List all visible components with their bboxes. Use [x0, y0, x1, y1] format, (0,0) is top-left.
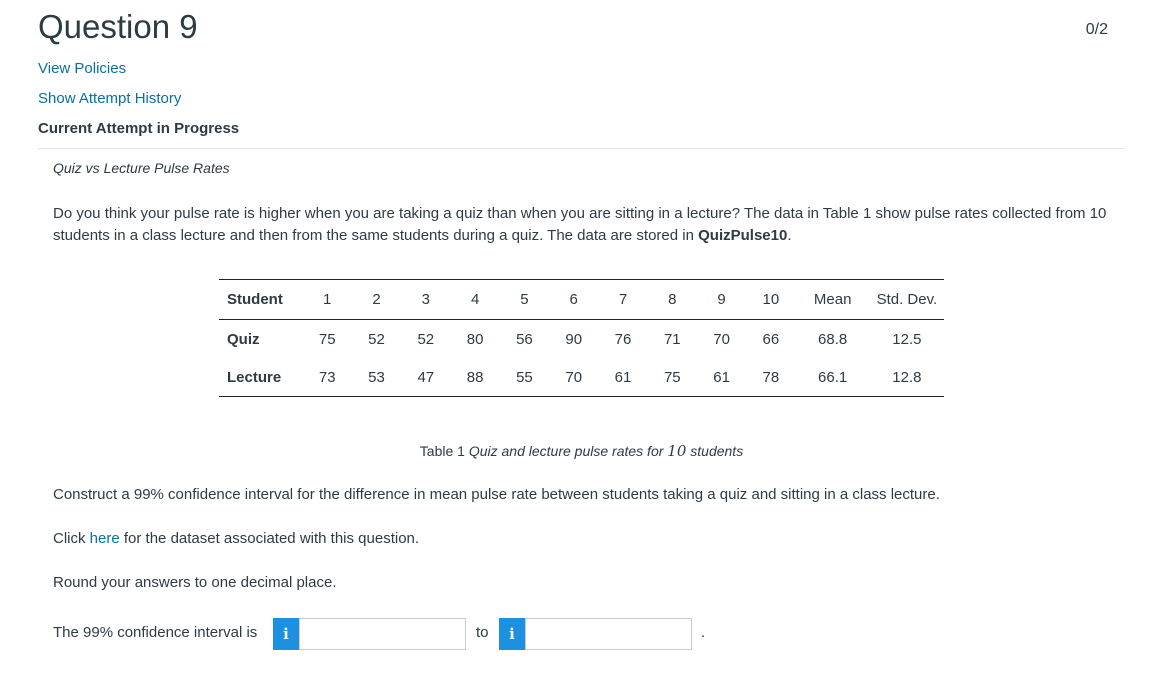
rounding-instruction: Round your answers to one decimal place. — [53, 574, 337, 591]
table-cell: Lecture — [227, 368, 282, 386]
dataset-name: QuizPulse10 — [698, 227, 788, 244]
table-cell: 73 — [318, 368, 336, 386]
table-cell: 12.5 — [892, 330, 922, 348]
table-cell: 68.8 — [818, 330, 848, 348]
table-header-cell: 9 — [717, 291, 726, 308]
divider — [38, 148, 1125, 149]
info-icon[interactable]: i — [273, 618, 299, 650]
construct-instruction: Construct a 99% confidence interval for the difference in mean pulse rate between students taking a quiz and sitting in a class lecture. — [53, 486, 940, 503]
table-header-cell: Student — [227, 291, 283, 308]
table-cell: 66 — [762, 330, 780, 348]
table-cell: 76 — [614, 330, 632, 348]
pulse-data-table — [219, 279, 944, 397]
table-cell: 61 — [614, 368, 632, 386]
table-header-cell: 5 — [520, 291, 529, 308]
view-policies-link[interactable]: View Policies — [38, 60, 127, 77]
table-cell: 61 — [713, 368, 730, 386]
click-suffix: for the dataset associated with this question. — [119, 530, 420, 547]
table-header-cell: 3 — [421, 291, 430, 308]
caption-number: 10 — [667, 442, 687, 460]
table-row — [219, 358, 944, 397]
to-label: to — [476, 624, 489, 641]
table-header-cell: 4 — [470, 291, 480, 308]
dataset-here-link[interactable]: here — [89, 530, 120, 547]
caption-text: Quiz and lecture pulse rates for — [468, 443, 668, 459]
table-cell: 55 — [516, 368, 533, 386]
interval-label: The 99% confidence interval is — [53, 624, 258, 641]
score-display: 0/2 — [1085, 21, 1108, 38]
table-row — [219, 320, 944, 359]
table-cell: 71 — [663, 330, 681, 348]
table-cell: 53 — [368, 368, 385, 386]
table-cell: 78 — [762, 368, 780, 386]
question-title: Question 9 — [38, 8, 198, 45]
table-header-cell: 2 — [372, 291, 381, 308]
show-attempt-history-link[interactable]: Show Attempt History — [38, 90, 182, 107]
table-cell: 75 — [318, 330, 336, 348]
table-cell: Quiz — [227, 330, 260, 348]
table-caption — [0, 442, 1163, 460]
click-prefix: Click — [53, 530, 90, 547]
table-cell: 66.1 — [818, 368, 848, 386]
table-header-row — [219, 280, 944, 320]
table-header-cell: Std. Dev. — [876, 291, 938, 308]
table-cell: 70 — [713, 330, 730, 348]
end-punctuation: . — [701, 624, 706, 641]
caption-prefix: Table 1 — [419, 443, 469, 459]
table-header-cell: 10 — [762, 291, 780, 308]
dataset-instruction — [53, 530, 419, 547]
question-subtitle: Quiz vs Lecture Pulse Rates — [53, 160, 230, 176]
table-cell: 90 — [565, 330, 583, 348]
upper-bound-input[interactable] — [525, 618, 692, 650]
table-header-cell: 6 — [569, 291, 578, 308]
table-cell: 75 — [663, 368, 681, 386]
table-header-cell: 7 — [618, 291, 628, 308]
table-header-cell: 8 — [668, 291, 677, 308]
paragraph-end: . — [787, 227, 792, 244]
table-cell: 52 — [368, 330, 385, 348]
question-paragraph — [53, 203, 1113, 247]
paragraph-text: Do you think your pulse rate is higher when you are taking a quiz than when you are sitting in a lecture? The data in Table 1 show pulse rates collected from 10 students in a class lecture and then from the same students during a quiz. The data are stored in — [53, 205, 1107, 244]
table-cell: 88 — [466, 368, 484, 386]
table-cell: 80 — [466, 330, 484, 348]
info-icon[interactable]: i — [499, 618, 525, 650]
table-header-cell: 1 — [323, 291, 332, 308]
current-attempt-label: Current Attempt in Progress — [38, 120, 240, 137]
table-cell: 12.8 — [892, 368, 922, 386]
table-header-cell: Mean — [813, 291, 852, 308]
table-cell: 56 — [516, 330, 533, 348]
caption-text-end: students — [686, 443, 744, 459]
table-cell: 52 — [417, 330, 435, 348]
lower-bound-input[interactable] — [299, 618, 466, 650]
table-cell: 70 — [565, 368, 583, 386]
table-cell: 47 — [417, 368, 435, 386]
